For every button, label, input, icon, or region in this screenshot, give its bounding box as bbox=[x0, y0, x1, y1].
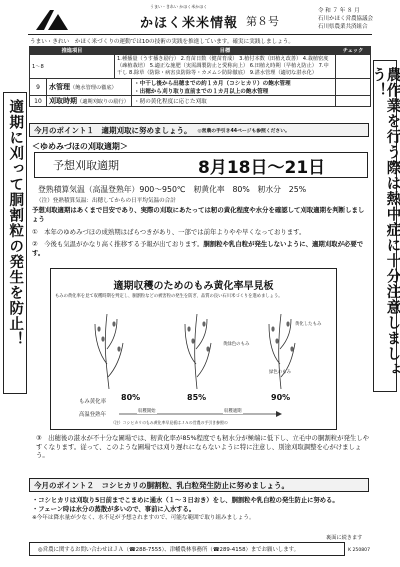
rice-panicle-90 bbox=[269, 314, 295, 389]
row2-goal-2: ・出穂から刈り取り直前までの１カ月以上の飽水管理 bbox=[134, 89, 269, 96]
harvest-box bbox=[34, 152, 368, 178]
row2-name bbox=[47, 79, 132, 96]
harvest-note-mark: （注） bbox=[36, 198, 53, 204]
chart-title: 適期収穫のためのもみ黄化率早見板 bbox=[113, 281, 274, 292]
row1-id: 1～8 bbox=[30, 55, 115, 79]
row-label: もみ黄化率 bbox=[79, 399, 106, 405]
footer-contact: ◎営農に関するお問い合わせはＪＡ（☎288-7555）、津幡農林事務所（☎289-4158）までお願いします。 bbox=[38, 547, 299, 553]
row2-no: 9 bbox=[30, 79, 47, 96]
left-banner-text: 適期に刈って胴割粒の発生を防止！ bbox=[7, 99, 24, 347]
row1-items: 1.種播量（うす播き励行） 2.育苗日数（健苗育成） 3.植付本数（田植え改善） 4.栽植密度（疎植栽培） 5.適正な施肥（実需調製防止と愛称向上） 6.田植え時期（早植え防止） 7.中干し 8.除草（防除・病害虫防除等・カメムシ防除徹底） 9.湛水管理（適切な湛水化） bbox=[115, 55, 336, 79]
harvest-note-text: 登熟積算気温：出穂してからの日平均気温の合計 bbox=[52, 198, 176, 204]
issue-date: 令 和 ７ 年 ８ 月 bbox=[318, 8, 360, 14]
col-header-check: チェック bbox=[336, 47, 371, 55]
row2-name-sub: （飽水管理の徹底） bbox=[70, 85, 117, 92]
axis-start-label: 収穫開始 bbox=[138, 409, 156, 414]
list-item-2 bbox=[32, 240, 368, 257]
header-tagline: うまい・きれい かほく米づくりの運動では10の技術の実践を推進しています。確実に実践しましょう。 bbox=[30, 39, 294, 45]
harvest-note bbox=[36, 196, 176, 204]
organization-1: 石川かほく営農協議会 bbox=[318, 16, 374, 22]
right-banner bbox=[370, 60, 400, 392]
axis-arrow-icon bbox=[276, 411, 282, 417]
pct-85: 85% bbox=[187, 393, 207, 402]
row1-check[interactable] bbox=[336, 55, 371, 79]
point2-line-2: ・フェーン時は水分の蒸散が多いので、事前に入水する。 bbox=[32, 506, 196, 514]
point1-bar bbox=[29, 123, 369, 137]
axis-left-label: 高温登熟年 bbox=[79, 412, 106, 418]
point2-line-3: ※今年は降水量が少なく、水不足が予想されますので、可能な範囲で取り組みましょう。 bbox=[32, 515, 255, 522]
axis-end-label: 収穫適期 bbox=[224, 409, 242, 414]
list-item-1: ① 本年のゆめみづほの成熟期はばらつきがあり、一部では前年よりやや早くなっております。 bbox=[32, 228, 306, 236]
chart-footnote: （注）コシヒカリのもみ黄化率早見板はＪＡの営農の手引き参照の bbox=[111, 420, 228, 425]
row2-goal-1: ・中干し後から出穂までの約１カ月（コシヒカリ）の飽水管理 bbox=[134, 81, 291, 88]
row3-no: 10 bbox=[30, 96, 47, 107]
paragraph-intro: 予想刈取適期はあくまで目安であり、実際の刈取にあたっては籾の黄化程度や水分を確認して刈取適期を判断しましょう bbox=[32, 206, 365, 223]
point2-line-1: ・コシヒカリは刈取り5日前までこまめに通水（１～３日おき）をし、胴割粒や乳白粒の発生防止に努める。 bbox=[32, 497, 339, 504]
row3-name bbox=[47, 96, 132, 107]
header-rule bbox=[28, 34, 372, 35]
point2-label: 今月のポイント２ コシヒカリの胴割粒、乳白粒発生防止に努めましょう。 bbox=[34, 480, 289, 490]
variety-header: ＜ゆめみづほの刈取適期＞ bbox=[32, 142, 128, 151]
title-ruby: うまい・きれい かほく米かほく bbox=[150, 4, 208, 9]
pct-90: 90% bbox=[271, 393, 291, 402]
point1-note: ◎営農の手引き44ページも参照ください。 bbox=[197, 128, 290, 134]
rice-panicle-85 bbox=[185, 314, 211, 389]
chart-subtitle: もみの黄化率を見て収穫時期を判定し、胴割粒などの被害粒の発生を防ぎ、品質の良い石川米づくりを進めましょう。 bbox=[55, 294, 283, 299]
list-item-3: ③ 出穂後の湛水が不十分な圃場では、籾黄化率が85%程度でも籾水分が極端に低下し、立毛中の胴割粒が発生しやすくなります。従って、このような圃場では刈り遅れにならないように特に注意し、別途刈取調整を心がけましょう。 bbox=[36, 434, 370, 460]
row3-name-main: 刈取時期 bbox=[49, 97, 77, 106]
footer-contact-box bbox=[29, 542, 345, 556]
harvest-detail: 登熟積算気温（高温登熟年）900～950℃ 籾黄化率 80% 籾水分 25% bbox=[38, 185, 307, 194]
row2-check[interactable] bbox=[336, 79, 371, 96]
row2-name-main: 水管理 bbox=[49, 83, 70, 92]
continues-note: 裏面に続きます bbox=[326, 535, 363, 541]
point2-bar bbox=[29, 478, 369, 492]
col-header-goal: 目標 bbox=[115, 47, 336, 55]
harvest-label: 予想刈取適期 bbox=[53, 159, 119, 172]
label-yellow-grain: 黄化したもみ bbox=[295, 322, 322, 327]
yellowing-chart bbox=[50, 268, 337, 430]
left-banner bbox=[3, 92, 27, 394]
row3-check[interactable] bbox=[336, 96, 371, 107]
newsletter-title: かほく米米情報 bbox=[140, 16, 239, 31]
pct-80: 80% bbox=[121, 393, 141, 402]
point1-label: 今月のポイント１ 適期刈取に努めましょう。 bbox=[34, 125, 192, 135]
list-item-2-b: 胴割粒や乳白粒が発生しないように、適期刈取が必要です。 bbox=[32, 240, 364, 257]
organization-2: 石川県農業共済組合 bbox=[318, 24, 368, 30]
point2-list bbox=[32, 496, 368, 522]
list-item-2-a: ② 今後も気温がかなり高く推移する予報が出ております。 bbox=[32, 240, 204, 248]
document-code: K 250807 bbox=[348, 548, 371, 553]
chart-illustration bbox=[51, 269, 336, 429]
harvest-date: 8月18日～21日 bbox=[198, 157, 326, 178]
tech-table bbox=[29, 46, 371, 107]
row3-goal: ・籾の黄化程度に応じた刈取 bbox=[132, 96, 336, 107]
row2-goal bbox=[132, 79, 336, 96]
ja-logo bbox=[34, 6, 70, 34]
label-green-grain: 緑色のもみ bbox=[269, 370, 291, 375]
label-mixed-grain: 黄緑色のもみ bbox=[223, 342, 250, 347]
right-banner-text: 農作業を行う際は熱中症に十分注意しましょう！ bbox=[370, 67, 400, 377]
issue-number: 第８号 bbox=[246, 15, 279, 28]
row3-name-sub: （適期刈取りの励行） bbox=[77, 99, 129, 106]
col-header-item: 推進項目 bbox=[30, 47, 115, 55]
